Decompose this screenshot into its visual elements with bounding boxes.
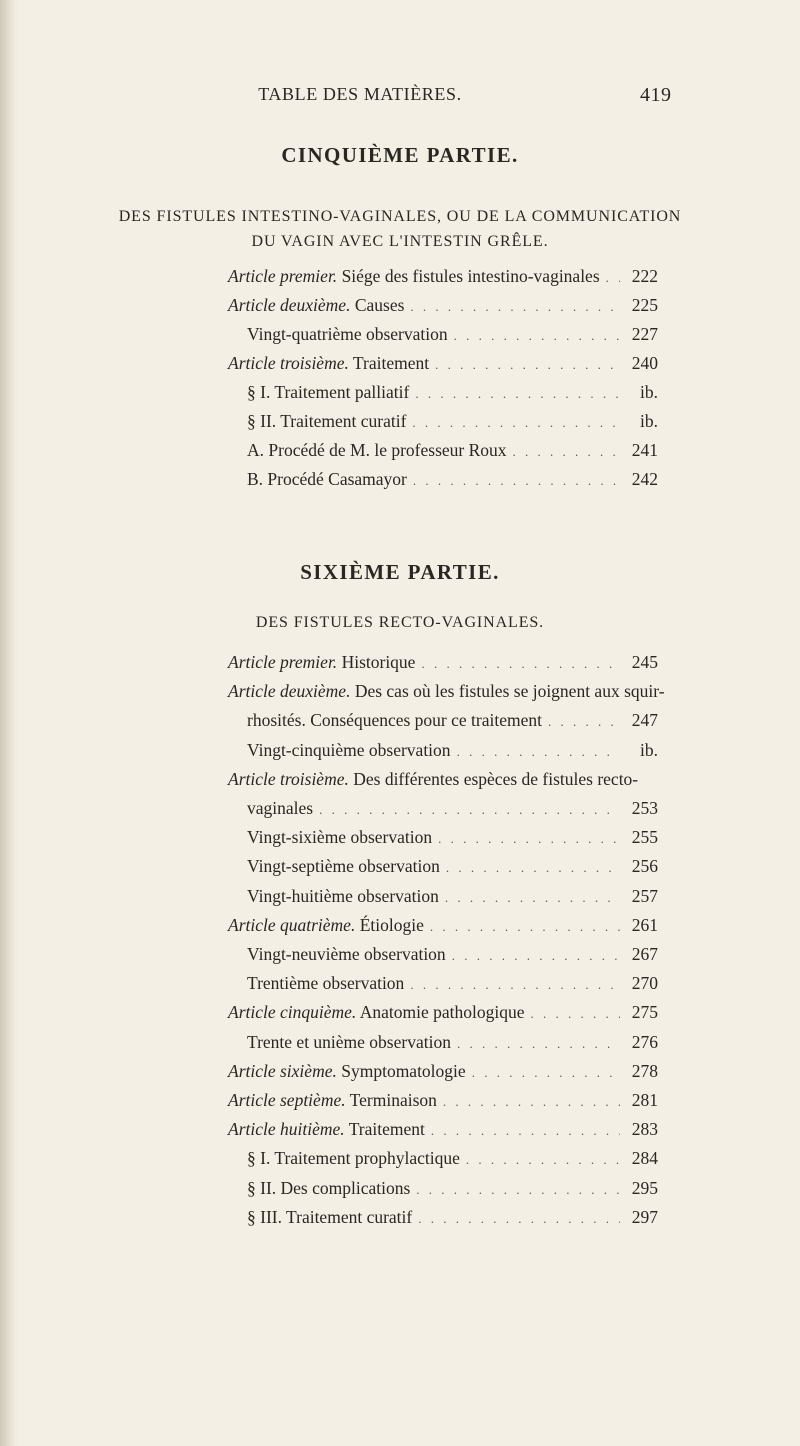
toc-entry-heading xyxy=(228,1057,466,1085)
toc-entry-text: Trentième observation xyxy=(247,973,405,994)
page-number: 419 xyxy=(640,84,672,106)
toc-entry-page: 222 xyxy=(631,266,658,286)
toc-entry-heading xyxy=(247,378,409,406)
toc-entry-label: Article huitième. xyxy=(228,1119,345,1140)
dot-leader xyxy=(416,1176,620,1204)
toc-entry-label: Article premier. xyxy=(228,266,338,286)
part6-title: SIXIÈME PARTIE. xyxy=(300,560,500,584)
toc-entry-heading xyxy=(247,320,448,348)
toc-entry xyxy=(228,291,658,319)
toc-entry xyxy=(228,677,665,705)
dot-leader xyxy=(457,1030,620,1058)
toc-entry-heading xyxy=(228,262,600,290)
dot-leader xyxy=(438,825,620,853)
toc-entry-text: Étiologie xyxy=(359,914,424,935)
toc-entry-text: rhosités. Conséquences pour ce traitement xyxy=(247,710,542,731)
dot-leader xyxy=(457,738,620,766)
toc-entry-heading xyxy=(247,823,432,851)
toc-entry-heading xyxy=(228,1086,437,1114)
part5-title: CINQUIÈME PARTIE. xyxy=(281,143,519,167)
toc-entry-page: ib. xyxy=(640,411,658,431)
toc-entry-page: 255 xyxy=(631,827,658,848)
toc-entry-page: ib. xyxy=(640,739,658,760)
toc-entry-heading xyxy=(247,736,451,764)
toc-entry xyxy=(247,882,658,910)
toc-entry-page: 275 xyxy=(631,1002,658,1023)
toc-entry-page: ib. xyxy=(640,382,658,402)
dot-leader xyxy=(513,438,620,466)
dot-leader xyxy=(548,708,620,736)
toc-entry xyxy=(247,436,658,464)
toc-entry-text: A. Procédé de M. le professeur Roux xyxy=(247,440,507,460)
toc-entry-text: § III. Traitement curatif xyxy=(247,1206,413,1227)
toc-entry-text: Trente et unième observation xyxy=(247,1031,451,1052)
toc-entry-text: Des différentes espèces de fistules recto- xyxy=(353,768,639,789)
toc-entry xyxy=(247,823,658,851)
dot-leader xyxy=(412,409,620,437)
toc-entry xyxy=(247,736,658,764)
toc-entry-page: 225 xyxy=(631,295,658,315)
toc-entry-page: 284 xyxy=(631,1148,658,1169)
toc-entry-label: Article cinquième. xyxy=(228,1002,357,1023)
toc-entry-text: Vingt-sixième observation xyxy=(247,827,433,848)
dot-leader xyxy=(421,650,620,678)
dot-leader xyxy=(530,1000,620,1028)
part5-subtitle-line1: DES FISTULES INTESTINO-VAGINALES, OU DE LA COMMUNICATION xyxy=(118,208,682,225)
toc-entry-page: 247 xyxy=(631,710,658,731)
part5-subtitle-line2: DU VAGIN AVEC L'INTESTIN GRÊLE. xyxy=(251,233,549,250)
toc-entry-text: vaginales xyxy=(247,798,314,818)
running-head xyxy=(0,84,800,108)
toc-entry xyxy=(247,378,658,406)
toc-entry-page: 270 xyxy=(631,973,658,994)
part6-subtitle: DES FISTULES RECTO-VAGINALES. xyxy=(255,614,545,631)
toc-entry-page: 227 xyxy=(631,324,658,344)
toc-entry-page: 240 xyxy=(631,353,658,373)
toc-entry xyxy=(247,706,658,734)
dot-leader xyxy=(319,796,620,824)
toc-entry-text: § II. Des complications xyxy=(247,1177,411,1198)
toc-entry-page: 278 xyxy=(631,1060,658,1081)
toc-entry-text: Terminaison xyxy=(349,1090,437,1110)
toc-entry xyxy=(247,320,658,348)
toc-entry xyxy=(247,1203,658,1231)
dot-leader xyxy=(435,351,620,379)
dot-leader xyxy=(443,1088,620,1116)
toc-entry-heading xyxy=(247,407,406,435)
toc-entry xyxy=(228,765,638,793)
toc-entry-page: 283 xyxy=(631,1119,658,1140)
dot-leader xyxy=(410,293,620,321)
toc-entry xyxy=(228,911,658,939)
toc-entry-page: 241 xyxy=(631,440,658,460)
toc-entry xyxy=(247,407,658,435)
toc-entry-label: Article deuxième. xyxy=(228,295,351,315)
toc-entry-text: § I. Traitement prophylactique xyxy=(247,1148,460,1169)
dot-leader xyxy=(452,942,620,970)
toc-entry-page: 245 xyxy=(631,652,658,672)
toc-entry-page: 297 xyxy=(631,1206,658,1227)
dot-leader xyxy=(466,1146,620,1174)
toc-entry-heading xyxy=(228,648,415,676)
toc-entry xyxy=(247,794,658,822)
dot-leader xyxy=(454,322,620,350)
toc-entry-page: 256 xyxy=(631,856,658,877)
toc-entry-heading xyxy=(247,1203,412,1231)
running-title: TABLE DES MATIÈRES. xyxy=(258,84,462,104)
toc-entry-label: Article sixième. xyxy=(228,1060,337,1081)
toc-entry-page: 257 xyxy=(631,885,658,906)
toc-entry-heading xyxy=(247,940,446,968)
dot-leader xyxy=(446,854,620,882)
toc-entry xyxy=(247,465,658,493)
toc-entry-heading xyxy=(247,969,404,997)
toc-entry xyxy=(247,1174,658,1202)
toc-entry-text: Siége des fistules intestino-vaginales xyxy=(341,266,600,286)
toc-entry-label: Article troisième. xyxy=(228,768,349,789)
toc-entry xyxy=(247,852,658,880)
toc-entry xyxy=(228,262,658,290)
toc-entry-text: Traitement xyxy=(348,1119,425,1140)
dot-leader xyxy=(431,1117,620,1145)
toc-entry-heading xyxy=(247,794,313,822)
toc-entry-text: Des cas où les fistules se joignent aux squir- xyxy=(354,681,665,702)
toc-entry-page: 261 xyxy=(631,914,658,935)
toc-entry-heading xyxy=(247,706,542,734)
toc-entry-heading xyxy=(247,1174,410,1202)
dot-leader xyxy=(418,1205,620,1233)
toc-entry-heading xyxy=(228,1115,425,1143)
toc-entry xyxy=(228,1115,658,1143)
toc-entry-text: § I. Traitement palliatif xyxy=(247,382,410,402)
toc-entry xyxy=(247,940,658,968)
toc-entry-page: 267 xyxy=(631,944,658,964)
toc-entry-page: 253 xyxy=(631,798,658,818)
toc-entry-heading xyxy=(228,998,524,1026)
toc-entry xyxy=(228,1057,658,1085)
dot-leader xyxy=(445,884,620,912)
toc-entry-text: Vingt-huitième observation xyxy=(247,885,439,906)
toc-entry xyxy=(247,1144,658,1172)
dot-leader xyxy=(413,467,620,495)
toc-entry-text: Historique xyxy=(341,652,416,672)
toc-entry-text: Vingt-septième observation xyxy=(247,856,440,877)
toc-entry xyxy=(228,648,658,676)
toc-entry-text: Vingt-neuvième observation xyxy=(247,944,446,964)
dot-leader xyxy=(606,264,620,292)
toc-entry-heading xyxy=(247,1144,460,1172)
toc-entry-text: Traitement xyxy=(352,353,430,373)
toc-entry-text: § II. Traitement curatif xyxy=(247,411,407,431)
toc-entry-text: Symptomatologie xyxy=(341,1060,466,1081)
toc-entry-label: Article premier. xyxy=(228,652,338,672)
dot-leader xyxy=(415,380,620,408)
toc-entry-heading xyxy=(228,291,404,319)
toc-entry-text: B. Procédé Casamayor xyxy=(247,469,407,489)
toc-entry xyxy=(228,349,658,377)
toc-entry-text: Vingt-quatrième observation xyxy=(247,324,448,344)
toc-entry xyxy=(247,1028,658,1056)
toc-entry-label: Article septième. xyxy=(228,1090,346,1110)
dot-leader xyxy=(430,913,620,941)
toc-entry-heading xyxy=(247,882,439,910)
toc-entry-label: Article quatrième. xyxy=(228,914,356,935)
dot-leader xyxy=(472,1059,620,1087)
toc-entry-page: 276 xyxy=(631,1031,658,1052)
toc-entry-label: Article troisième. xyxy=(228,353,349,373)
toc-entry-text: Anatomie pathologique xyxy=(359,1002,525,1023)
toc-entry-text: Causes xyxy=(354,295,405,315)
dot-leader xyxy=(410,971,620,999)
toc-entry xyxy=(247,969,658,997)
toc-entry-heading xyxy=(228,911,424,939)
toc-entry-page: 295 xyxy=(631,1177,658,1198)
toc-entry-heading xyxy=(247,436,507,464)
toc-entry-heading xyxy=(228,349,429,377)
toc-entry-text: Vingt-cinquième observation xyxy=(247,739,451,760)
toc-entry-page: 242 xyxy=(631,469,658,489)
toc-entry-page: 281 xyxy=(631,1090,658,1110)
toc-entry xyxy=(228,998,658,1026)
toc-entry-label: Article deuxième. xyxy=(228,681,351,702)
toc-entry-heading xyxy=(247,465,407,493)
toc-entry-heading xyxy=(247,1028,451,1056)
toc-entry xyxy=(228,1086,658,1114)
toc-entry-heading xyxy=(247,852,440,880)
